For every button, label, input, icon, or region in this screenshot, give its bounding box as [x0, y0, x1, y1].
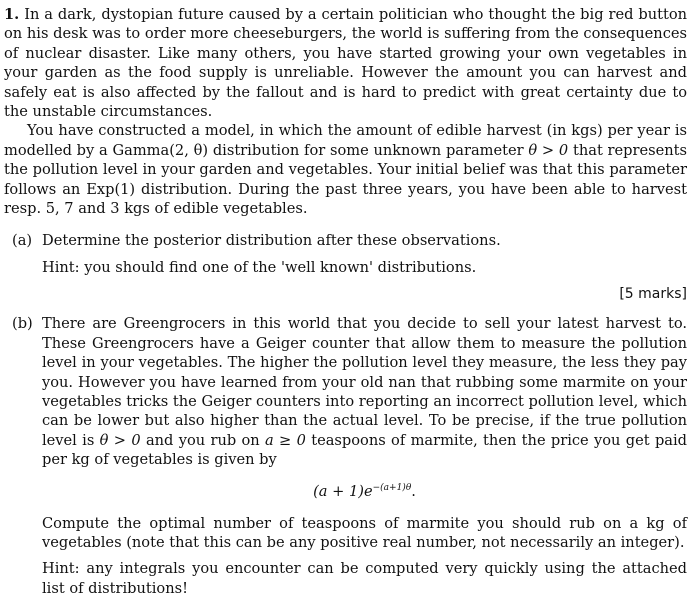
part-b-text [42, 314, 687, 469]
part-a-marks: [5 marks] [619, 286, 687, 303]
theta-condition: θ > 0 [528, 141, 569, 159]
part-b-text-1: There are Greengrocers in this world that you decide to sell your latest harvest to. These Greengrocers have a Geiger counter that allow them to measure the pollution level in your vegetables. The higher the pollution level they measure, the less they pay you. However you have learned from your old nan that rubbing some marmite on your vegetables tricks the Geiger counters into reporting an incorrect pollution level, which can be lower but also higher than the actual level. To be precise, if the true pollution level is [42, 315, 687, 449]
part-b-text-2: and you rub on [140, 431, 266, 449]
intro-paragraph-2 [4, 121, 687, 218]
part-b-label: (b) [12, 315, 33, 333]
intro-p2-text-a: You have constructed a model, in which the amount of edible harvest (in kgs) per year is modelled by a Gamma(2, θ) distribution for some unknown parameter [4, 122, 687, 159]
part-a-label: (a) [12, 232, 33, 250]
price-formula [4, 483, 687, 500]
question-intro [4, 5, 687, 121]
part-b [4, 314, 687, 469]
intro-p2-text-b: that represents the pollution level in your garden and vegetables. Your initial belief was that this parameter follows an Exp(1) distribution. During the past three years, you have been able to harvest resp. 5, 7 and 3 kgs of edible vegetables. [4, 141, 688, 218]
question-number: 1. [4, 6, 20, 23]
formula-end: . [411, 482, 416, 500]
part-b-hint: Hint: any integrals you encounter can be computed very quickly using the attached list of distributions! [42, 560, 687, 597]
part-a-hint: Hint: you should find one of the 'well known' distributions. [42, 258, 477, 276]
part-b-continued [4, 514, 687, 598]
part-b-theta-condition: θ > 0 [99, 431, 141, 449]
part-a-text: Determine the posterior distribution after these observations. [42, 232, 501, 250]
part-b-a-condition: a ≥ 0 [265, 431, 306, 449]
part-b-text-3: teaspoons of marmite, then the price you get paid per kg of vegetables is given by [42, 431, 687, 469]
part-a [4, 231, 687, 277]
formula-base: (a + 1)e [313, 482, 373, 500]
question-page [4, 4, 687, 598]
intro-paragraph-1: In a dark, dystopian future caused by a certain politician who thought the big red button on his desk was to order more cheeseburgers, the world is suffering from the consequences of nuclear disaster. Like many others, you have started growing your own vegetables in your garden as the food supply is unreliable. However the amount you can harvest and safely eat is also affected by the fallout and is hard to predict with great certainty due to the unstable circumstances. [4, 6, 688, 121]
part-b-compute: Compute the optimal number of teaspoons of marmite you should rub on a kg of vegetables (note that this can be any positive real number, not necessarily an integer). [42, 514, 687, 551]
formula-exponent: −(a+1)θ [372, 482, 412, 493]
